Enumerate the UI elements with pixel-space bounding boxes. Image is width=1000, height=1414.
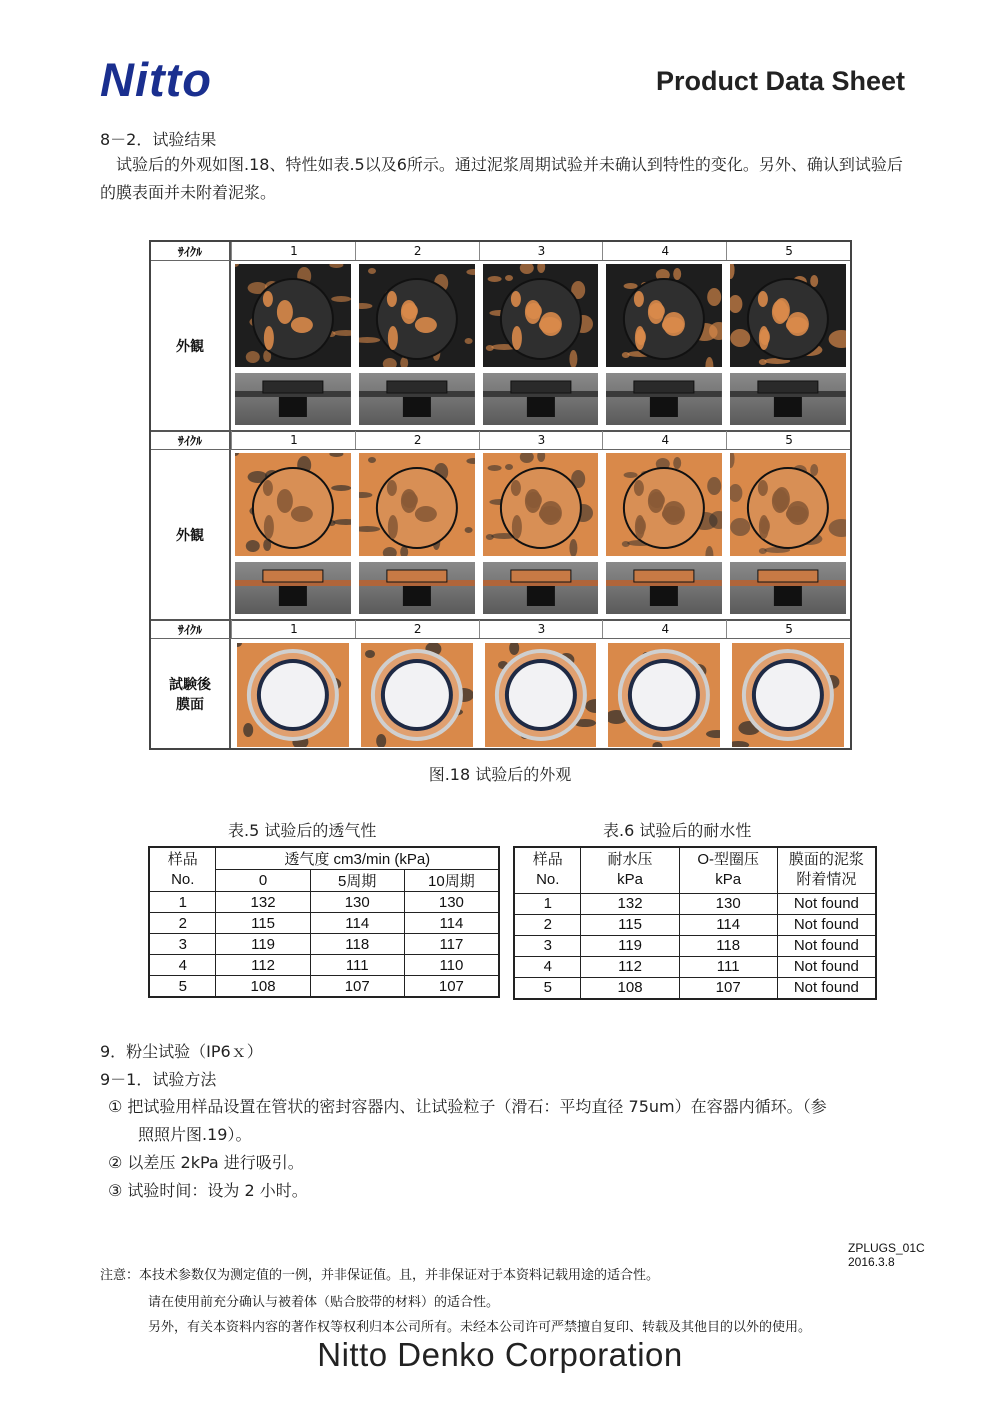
plug-illustration xyxy=(235,264,351,367)
t5-row xyxy=(149,976,499,998)
table6-header-oring-pressure: O-型圈压 kPa xyxy=(679,847,777,893)
figure-cycle-number: 3 xyxy=(479,620,604,638)
t5-cell: 4 xyxy=(149,955,216,976)
t6-cell: 108 xyxy=(581,977,679,999)
t5-cell: 130 xyxy=(310,892,404,913)
section-9-heading: 9．粉尘试验（IP6ｘ） xyxy=(100,1042,263,1061)
figure-cycle-number: 2 xyxy=(355,620,480,638)
method-item-1: ① 把试验用样品设置在管状的密封容器内、让试验粒子（滑石：平均直径 75um）在容器内循环。（参 xyxy=(108,1097,827,1116)
plug-side-illustration xyxy=(606,562,722,614)
t5-cell: 132 xyxy=(216,892,310,913)
plug-side-photo xyxy=(730,562,846,614)
membrane-photo xyxy=(608,643,720,747)
t6-cell: Not found xyxy=(777,935,876,956)
plug-top-photo xyxy=(235,453,351,556)
t6-row xyxy=(514,977,876,999)
membrane-photo xyxy=(485,643,597,747)
plug-illustration xyxy=(730,453,846,556)
plug-side-illustration xyxy=(235,373,351,425)
t5-cell: 107 xyxy=(404,976,499,998)
table6-header-sample: 样品 No. xyxy=(514,847,581,893)
figure-cycle-number: 5 xyxy=(726,242,851,260)
membrane-illustration xyxy=(361,643,473,747)
table6-header-mud-adhesion: 膜面的泥浆 附着情况 xyxy=(777,847,876,893)
t6-cell: 4 xyxy=(514,956,581,977)
plug-side-illustration xyxy=(606,373,722,425)
t6-row xyxy=(514,956,876,977)
t5-cell: 119 xyxy=(216,934,310,955)
membrane-illustration xyxy=(485,643,597,747)
t5-cell: 117 xyxy=(404,934,499,955)
t5-row xyxy=(149,892,499,913)
plug-side-photo xyxy=(606,562,722,614)
plug-illustration xyxy=(606,264,722,367)
t5-cell: 111 xyxy=(310,955,404,976)
t6-cell: Not found xyxy=(777,977,876,999)
figure-cycle-number: 3 xyxy=(479,431,604,449)
doc-title: Product Data Sheet xyxy=(655,66,905,96)
plug-illustration xyxy=(359,453,475,556)
t5-cell: 118 xyxy=(310,934,404,955)
figure-cycle-label: ｻｲｸﾙ xyxy=(151,620,231,638)
method-item-1-cont: 照照片图.19）。 xyxy=(138,1125,252,1144)
table5-subheader: 5周期 xyxy=(310,870,404,892)
plug-side-photo xyxy=(235,373,351,425)
note-line-2: 请在使用前充分确认与被着体（贴合胶带的材料）的适合性。 xyxy=(148,1295,500,1310)
t5-cell: 110 xyxy=(404,955,499,976)
t5-cell: 2 xyxy=(149,913,216,934)
figure-cycle-label: ｻｲｸﾙ xyxy=(151,242,231,260)
plug-top-photo xyxy=(235,264,351,367)
plug-side-illustration xyxy=(730,373,846,425)
t5-row xyxy=(149,913,499,934)
note-line-1: 注意：本技术参数仅为测定值的一例，并非保证值。且，并非保证对于本资料记载用途的适合性。 xyxy=(100,1268,660,1283)
t6-cell: Not found xyxy=(777,956,876,977)
plug-top-photo xyxy=(606,264,722,367)
plug-side-illustration xyxy=(730,562,846,614)
t6-cell: Not found xyxy=(777,893,876,914)
plug-illustration xyxy=(730,264,846,367)
figure-cycle-number: 2 xyxy=(355,242,480,260)
doc-date: 2016.3.8 xyxy=(848,1255,895,1269)
plug-side-photo xyxy=(483,562,599,614)
plug-illustration xyxy=(483,264,599,367)
t6-cell: 118 xyxy=(679,935,777,956)
plug-side-photo xyxy=(483,373,599,425)
figure-membrane-label: 試験後 膜面 xyxy=(151,639,231,748)
plug-top-photo xyxy=(359,264,475,367)
table5-subheader: 0 xyxy=(216,870,310,892)
t5-cell: 114 xyxy=(404,913,499,934)
t6-cell: 115 xyxy=(581,914,679,935)
plug-side-illustration xyxy=(359,373,475,425)
t6-cell: 130 xyxy=(679,893,777,914)
plug-top-photo xyxy=(359,453,475,556)
figure-appearance-label: 外観 xyxy=(151,261,231,431)
figure-cycle-number: 4 xyxy=(602,242,727,260)
plug-side-illustration xyxy=(235,562,351,614)
t5-cell: 115 xyxy=(216,913,310,934)
method-item-3: ③ 试验时间：设为 2 小时。 xyxy=(108,1181,308,1200)
figure-cycle-number: 5 xyxy=(726,431,851,449)
t5-cell: 107 xyxy=(310,976,404,998)
t5-cell: 108 xyxy=(216,976,310,998)
t5-cell: 3 xyxy=(149,934,216,955)
t6-cell: 107 xyxy=(679,977,777,999)
t5-row xyxy=(149,934,499,955)
t6-row xyxy=(514,893,876,914)
t5-cell: 130 xyxy=(404,892,499,913)
section-8-2-paragraph: 试验后的外观如图.18、特性如表.5以及6所示。通过泥浆周期试验并未确认到特性的变化。另外、确认到试验后的膜表面并未附着泥浆。 xyxy=(100,155,903,202)
note-line-3: 另外，有关本资料内容的著作权等权利归本公司所有。未经本公司许可严禁擅自复印、转载及其他目的以外的使用。 xyxy=(148,1320,812,1335)
plug-illustration xyxy=(359,264,475,367)
plug-side-photo xyxy=(359,562,475,614)
section-9-1-heading: 9－1．试验方法 xyxy=(100,1070,217,1089)
table5-header-permeability: 透气度 cm3/min (kPa) xyxy=(216,847,499,870)
t6-cell: 119 xyxy=(581,935,679,956)
figure-cycle-number: 1 xyxy=(231,431,356,449)
t6-cell: 111 xyxy=(679,956,777,977)
section-8-2-heading: 8－2．试验结果 xyxy=(100,130,217,149)
plug-illustration xyxy=(606,453,722,556)
figure-caption: 图.18 试验后的外观 xyxy=(428,765,572,784)
table6 xyxy=(513,846,877,1000)
t6-cell: 112 xyxy=(581,956,679,977)
t6-cell: 114 xyxy=(679,914,777,935)
plug-side-illustration xyxy=(359,562,475,614)
figure-cycle-number: 4 xyxy=(602,620,727,638)
membrane-illustration xyxy=(732,643,844,747)
plug-top-photo xyxy=(606,453,722,556)
plug-illustration xyxy=(235,453,351,556)
figure-cycle-number: 1 xyxy=(231,242,356,260)
t5-cell: 112 xyxy=(216,955,310,976)
plug-side-illustration xyxy=(483,562,599,614)
t6-cell: 3 xyxy=(514,935,581,956)
figure-cycle-number: 3 xyxy=(479,242,604,260)
t6-cell: 1 xyxy=(514,893,581,914)
plug-illustration xyxy=(483,453,599,556)
table5-subheader: 10周期 xyxy=(404,870,499,892)
t6-cell: 5 xyxy=(514,977,581,999)
plug-side-illustration xyxy=(483,373,599,425)
t6-cell: Not found xyxy=(777,914,876,935)
table6-header-water-pressure: 耐水压 kPa xyxy=(581,847,679,893)
table5 xyxy=(148,846,500,998)
t6-cell: 2 xyxy=(514,914,581,935)
figure-18 xyxy=(149,240,852,750)
method-item-2: ② 以差压 2kPa 进行吸引。 xyxy=(108,1153,304,1172)
membrane-photo xyxy=(237,643,349,747)
table5-caption: 表.5 试验后的透气性 xyxy=(228,821,377,840)
plug-side-photo xyxy=(359,373,475,425)
plug-side-photo xyxy=(235,562,351,614)
membrane-illustration xyxy=(237,643,349,747)
figure-cycle-number: 5 xyxy=(726,620,851,638)
table5-header-sample: 样品 No. xyxy=(149,847,216,892)
t5-cell: 114 xyxy=(310,913,404,934)
plug-top-photo xyxy=(483,264,599,367)
membrane-photo xyxy=(732,643,844,747)
doc-code: ZPLUGS_01C xyxy=(848,1241,925,1255)
t6-row xyxy=(514,935,876,956)
t6-row xyxy=(514,914,876,935)
nitto-logo: Nitto xyxy=(100,53,213,106)
t5-cell: 1 xyxy=(149,892,216,913)
plug-top-photo xyxy=(483,453,599,556)
table6-caption: 表.6 试验后的耐水性 xyxy=(603,821,752,840)
plug-side-photo xyxy=(606,373,722,425)
footer-brand: Nitto Denko Corporation xyxy=(317,1336,683,1373)
figure-cycle-label: ｻｲｸﾙ xyxy=(151,431,231,449)
plug-top-photo xyxy=(730,453,846,556)
t6-cell: 132 xyxy=(581,893,679,914)
membrane-illustration xyxy=(608,643,720,747)
figure-cycle-number: 2 xyxy=(355,431,480,449)
plug-side-photo xyxy=(730,373,846,425)
plug-top-photo xyxy=(730,264,846,367)
t5-row xyxy=(149,955,499,976)
membrane-photo xyxy=(361,643,473,747)
figure-cycle-number: 4 xyxy=(602,431,727,449)
figure-cycle-number: 1 xyxy=(231,620,356,638)
t5-cell: 5 xyxy=(149,976,216,998)
figure-appearance-label: 外観 xyxy=(151,450,231,620)
